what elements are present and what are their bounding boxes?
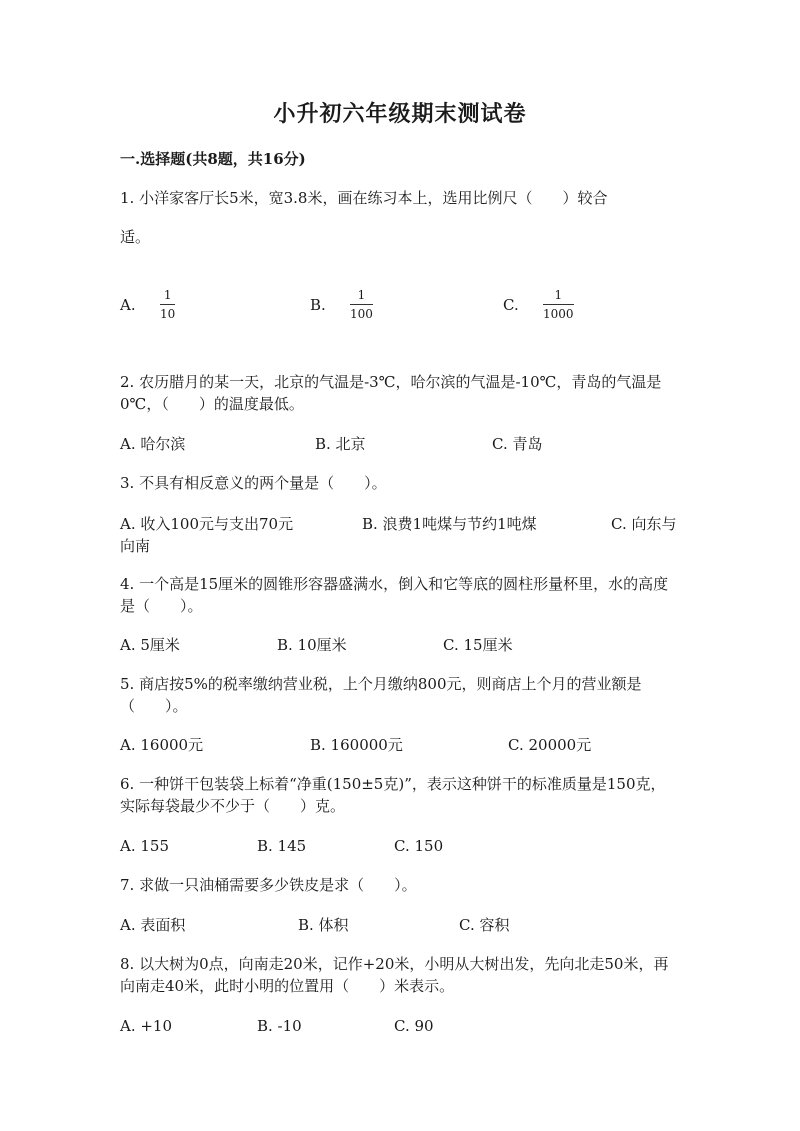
- fraction-bar: [543, 304, 574, 305]
- q2-option-c: C. 青岛: [492, 435, 543, 453]
- fraction-bar: [160, 304, 175, 305]
- fraction-denominator: 100: [350, 307, 373, 321]
- q1-option-b-fraction: [350, 288, 373, 321]
- q6-option-a: A. 155: [120, 837, 169, 855]
- q1-option-a-label: A.: [120, 296, 136, 314]
- q5-option-c: C. 20000元: [508, 736, 592, 754]
- question-8-stem: 8. 以大树为0点，向南走20米，记作+20米，小明从大树出发，先向北走50米，再向南走40米，此时小明的位置用（ ）米表示。: [120, 955, 669, 995]
- q6-option-c: C. 150: [394, 837, 444, 855]
- q4-option-c: C. 15厘米: [443, 636, 513, 654]
- fraction-numerator: 1: [554, 288, 563, 302]
- question-2-stem: 2. 农历腊月的某一天，北京的气温是-3℃，哈尔滨的气温是-10℃，青岛的气温是0℃，（ ）的温度最低。: [120, 373, 662, 413]
- question-1-stem: 1. 小洋家客厅长5米，宽3.8米，画在练习本上，选用比例尺（ ）较合: [120, 189, 608, 207]
- q7-option-b: B. 体积: [298, 916, 349, 934]
- q6-option-b: B. 145: [257, 837, 307, 855]
- question-3-stem: 3. 不具有相反意义的两个量是（ ）。: [120, 474, 387, 492]
- q8-option-b: B. -10: [257, 1017, 302, 1035]
- question-7-stem: 7. 求做一只油桶需要多少铁皮是求（ ）。: [120, 876, 417, 894]
- q5-option-a: A. 16000元: [120, 736, 204, 754]
- q1-option-c-label: C.: [503, 296, 519, 314]
- page-title: 小升初六年级期末测试卷: [273, 101, 527, 127]
- q1-option-b-label: B.: [310, 296, 326, 314]
- q3-option-c-continued: 向南: [120, 537, 151, 555]
- q3-option-b: B. 浪费1吨煤与节约1吨煤: [362, 515, 537, 533]
- q2-option-b: B. 北京: [315, 435, 366, 453]
- section-heading: 一.选择题(共8题，共16分): [120, 150, 306, 168]
- q8-option-c: C. 90: [394, 1017, 434, 1035]
- fraction-bar: [350, 304, 373, 305]
- q2-option-a: A. 哈尔滨: [120, 435, 186, 453]
- fraction-numerator: 1: [357, 288, 366, 302]
- fraction-denominator: 10: [160, 307, 176, 321]
- q1-option-c-fraction: [543, 288, 574, 321]
- q7-option-c: C. 容积: [459, 916, 510, 934]
- q3-option-a: A. 收入100元与支出70元: [120, 515, 294, 533]
- fraction-denominator: 1000: [543, 307, 574, 321]
- question-1-stem-continued: 适。: [120, 228, 151, 246]
- q7-option-a: A. 表面积: [120, 916, 186, 934]
- question-5-stem: 5. 商店按5%的税率缴纳营业税，上个月缴纳800元，则商店上个月的营业额是（ ）。: [120, 675, 642, 715]
- q4-option-b: B. 10厘米: [277, 636, 347, 654]
- q1-option-a-fraction: [160, 288, 175, 321]
- question-6-stem: 6. 一种饼干包装袋上标着“净重(150±5克)”，表示这种饼干的标准质量是150克，实际每袋最少不少于（ ）克。: [120, 775, 666, 815]
- q3-option-c: C. 向东与: [611, 515, 677, 533]
- question-4-stem: 4. 一个高是15厘米的圆锥形容器盛满水，倒入和它等底的圆柱形量杯里，水的高度是（ ）。: [120, 575, 669, 615]
- q8-option-a: A. +10: [120, 1017, 173, 1035]
- fraction-numerator: 1: [163, 288, 172, 302]
- q5-option-b: B. 160000元: [310, 736, 403, 754]
- q4-option-a: A. 5厘米: [120, 636, 180, 654]
